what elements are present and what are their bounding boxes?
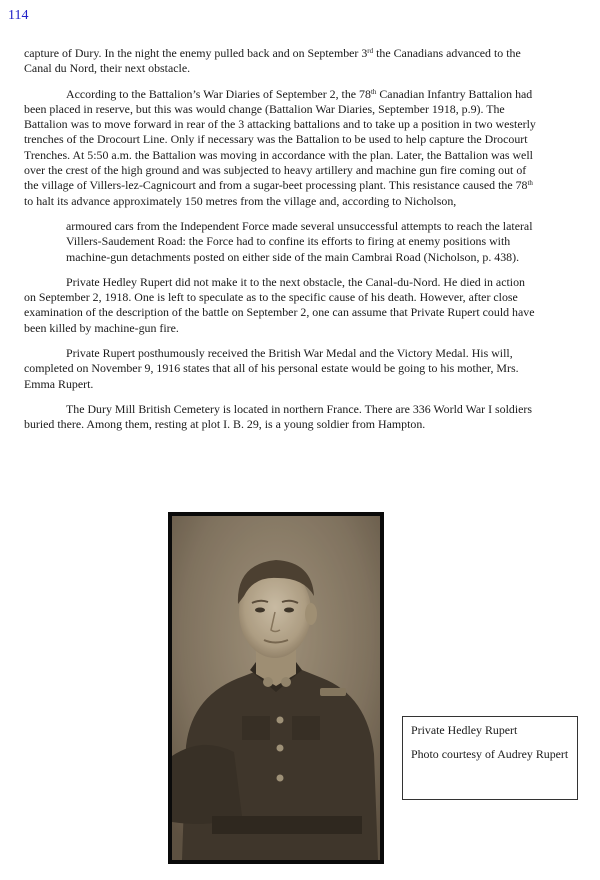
- paragraph-5: The Dury Mill British Cemetery is located in northern France. There are 336 World War I soldiers buried there. Among them, resting at plot I. B. 29, is a young soldier from Hampton.: [24, 401, 532, 432]
- page-number: 114: [8, 8, 29, 23]
- paragraph-3: Private Hedley Rupert did not make it to the next obstacle, the Canal-du-Nord. He died in action on September 2, 1918. One is left to speculate as to the specific cause of his death. However, after close examination of the description of the battle on September 2, one can assume that Private Rupert could have been killed by machine-gun fire.: [24, 274, 535, 335]
- soldier-portrait-photo: [168, 512, 384, 864]
- portrait-illustration: [172, 516, 380, 860]
- caption-credit: Photo courtesy of Audrey Rupert: [411, 747, 569, 761]
- paragraph-2: According to the Battalion’s War Diaries of September 2, the 78th Canadian Infantry Battalion had been placed in reserve, but this was would change (Battalion War Diaries, September 1918, p.9). The Battalion was to move forward in rear of the 3 attacking battalions and to take up a position in two westerly trenches of the Drocourt Line. Only if necessary was the Battalion to be used to help capture the Drocourt Trenches. At 5:50 a.m. the Battalion was moving in accordance with the plan. Later, the Battalion was well over the crest of the high ground and was subjected to heavy artillery and machine gun fire coming out of the village of Villers-lez-Cagnicourt and from a sugar-beet processing plant. This resistance caused the 78th to halt its advance approximately 150 metres from the village and, according to Nicholson,: [24, 86, 536, 208]
- block-quote: armoured cars from the Independent Force made several unsuccessful attempts to reach the lateral Villers-Saudement Road: the Force had to confine its efforts to firing at enemy positions with machine-gun detachments posted on either side of the main Cambrai Road (Nicholson, p. 438).: [66, 218, 533, 264]
- body-text: [24, 46, 536, 443]
- paragraph-4: Private Rupert posthumously received the British War Medal and the Victory Medal. His will, completed on November 9, 1916 states that all of his personal estate would be going to his mother, Mrs. Emma Rupert.: [24, 346, 519, 391]
- caption-name: Private Hedley Rupert: [411, 723, 518, 737]
- paragraph-1: capture of Dury. In the night the enemy pulled back and on September 3rd the Canadians advanced to the Canal du Nord, their next obstacle.: [24, 46, 521, 76]
- photo-caption-box: [402, 716, 578, 800]
